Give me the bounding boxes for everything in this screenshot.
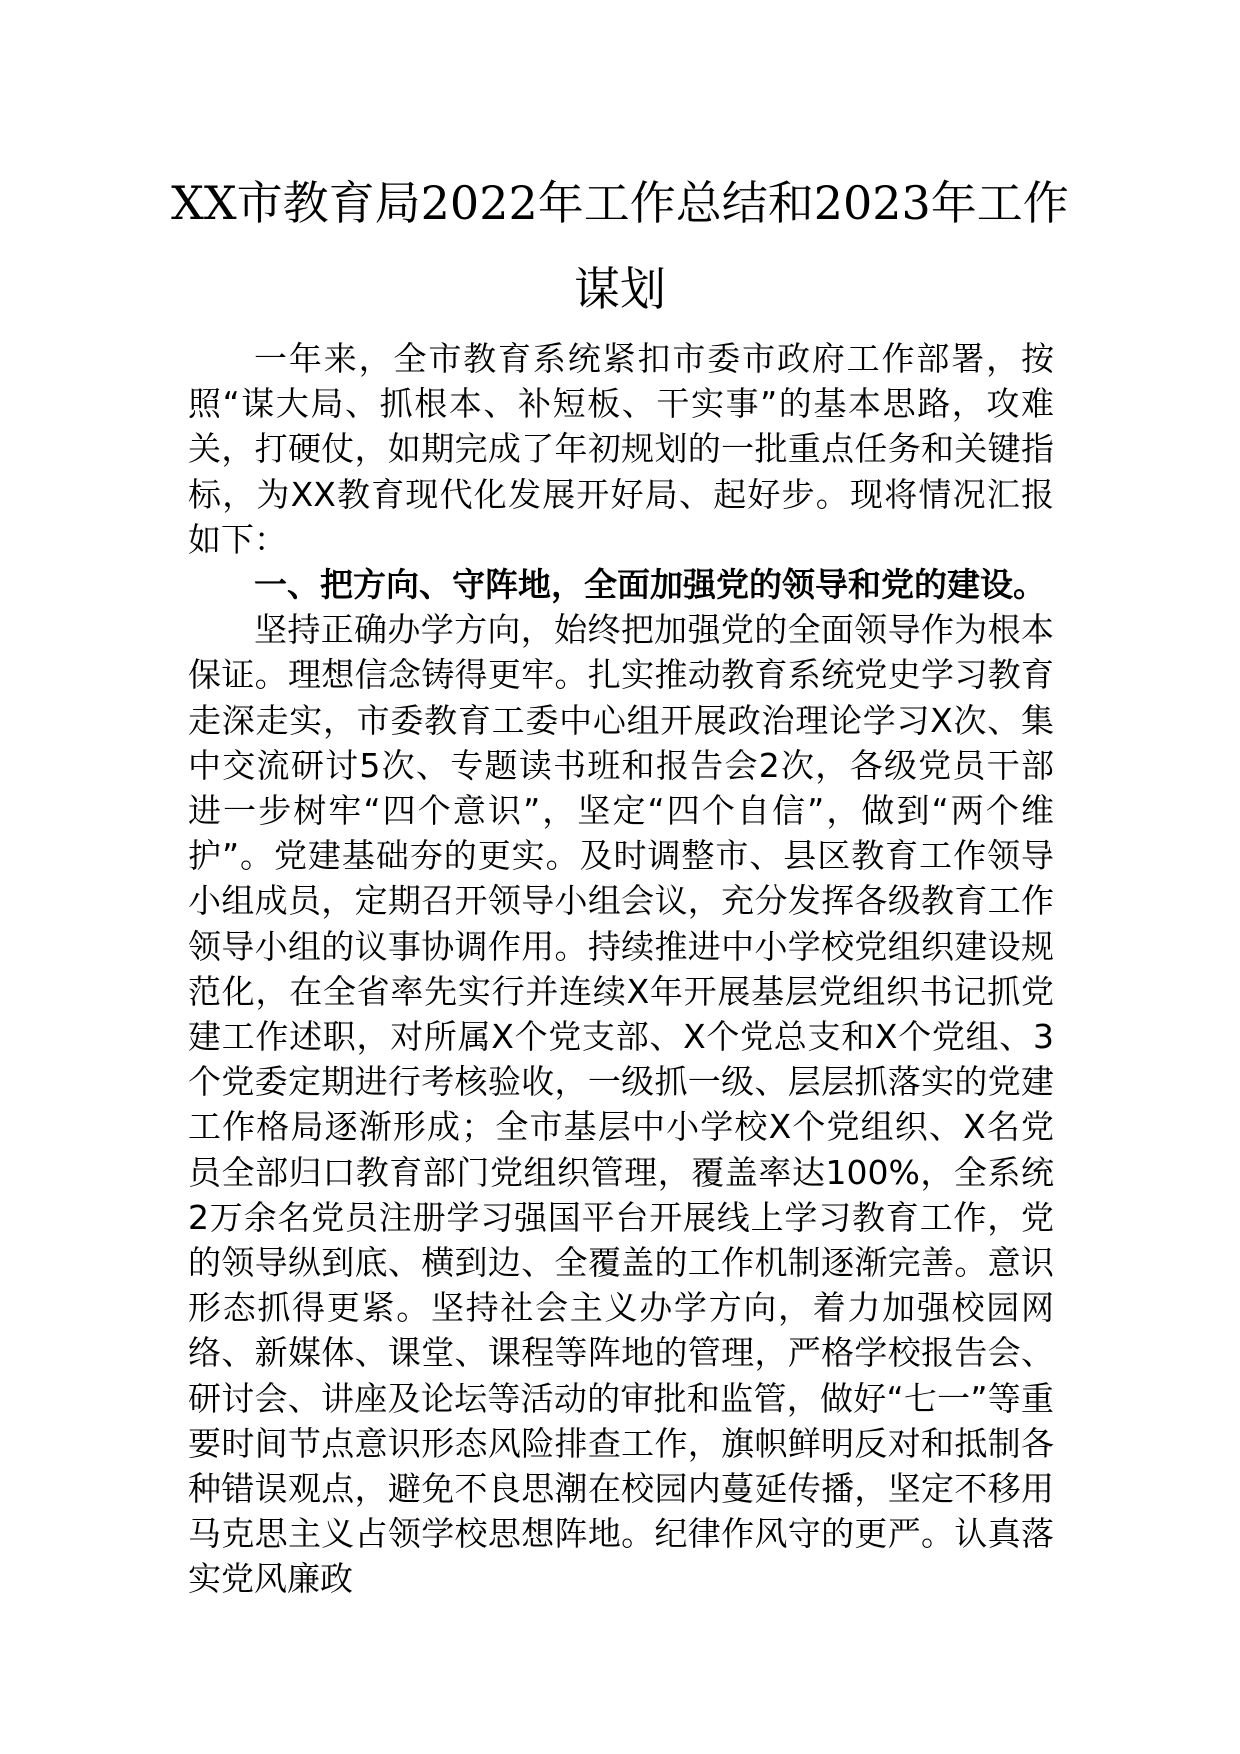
document-title: XX市教育局2022年工作总结和2023年工作谋划 [171,176,1069,316]
section-heading-1: 一、把方向、守阵地，全面加强党的领导和党的建设。 [254,565,1046,605]
body-paragraph: 坚持正确办学方向，始终把加强党的全面领导作为根本保证。理想信念铸得更牢。扎实推动教育系统党史学习教育走深走实，市委教育工委中心组开展政治理论学习X次、集中交流研讨5次、专题读书班和报告会2次，各级党员干部进一步树牢“四个意识”，坚定“四个自信”，做到“两个维护”。党建基础夯的更实。及时调整市、县区教育工作领导小组成员，定期召开领导小组会议，充分发挥各级教育工作领导小组的议事协调作用。持续推进中小学校党组织建设规范化，在全省率先实行并连续X年开展基层党组织书记抓党建工作述职，对所属X个党支部、X个党总支和X个党组、3个党委定期进行考核验收，一级抓一级、层层抓落实的党建工作格局逐渐形成；全市基层中小学校X个党组织、X名党员全部归口教育部门党组织管理，覆盖率达100%，全系统2万余名党员注册学习强国平台开展线上学习教育工作，党的领导纵到底、横到边、全覆盖的工作机制逐渐完善。意识形态抓得更紧。坚持社会主义办学方向，着力加强校园网络、新媒体、课堂、课程等阵地的管理，严格学校报告会、研讨会、讲座及论坛等活动的审批和监管，做好“七一”等重要时间节点意识形态风险排查工作，旗帜鲜明反对和抵制各种错误观点，避免不良思潮在校园内蔓延传播，坚定不移用马克思主义占领学校思想阵地。纪律作风守的更严。认真落实党风廉政 [188,610,1054,1599]
document-body [188,336,1054,1602]
intro-paragraph: 一年来，全市教育系统紧扣市委市政府工作部署，按照“谋大局、抓根本、补短板、干实事”的基本思路，攻难关，打硬仗，如期完成了年初规划的一批重点任务和关键指标，为XX教育现代化发展开好局、起好步。现将情况汇报如下： [188,339,1054,559]
